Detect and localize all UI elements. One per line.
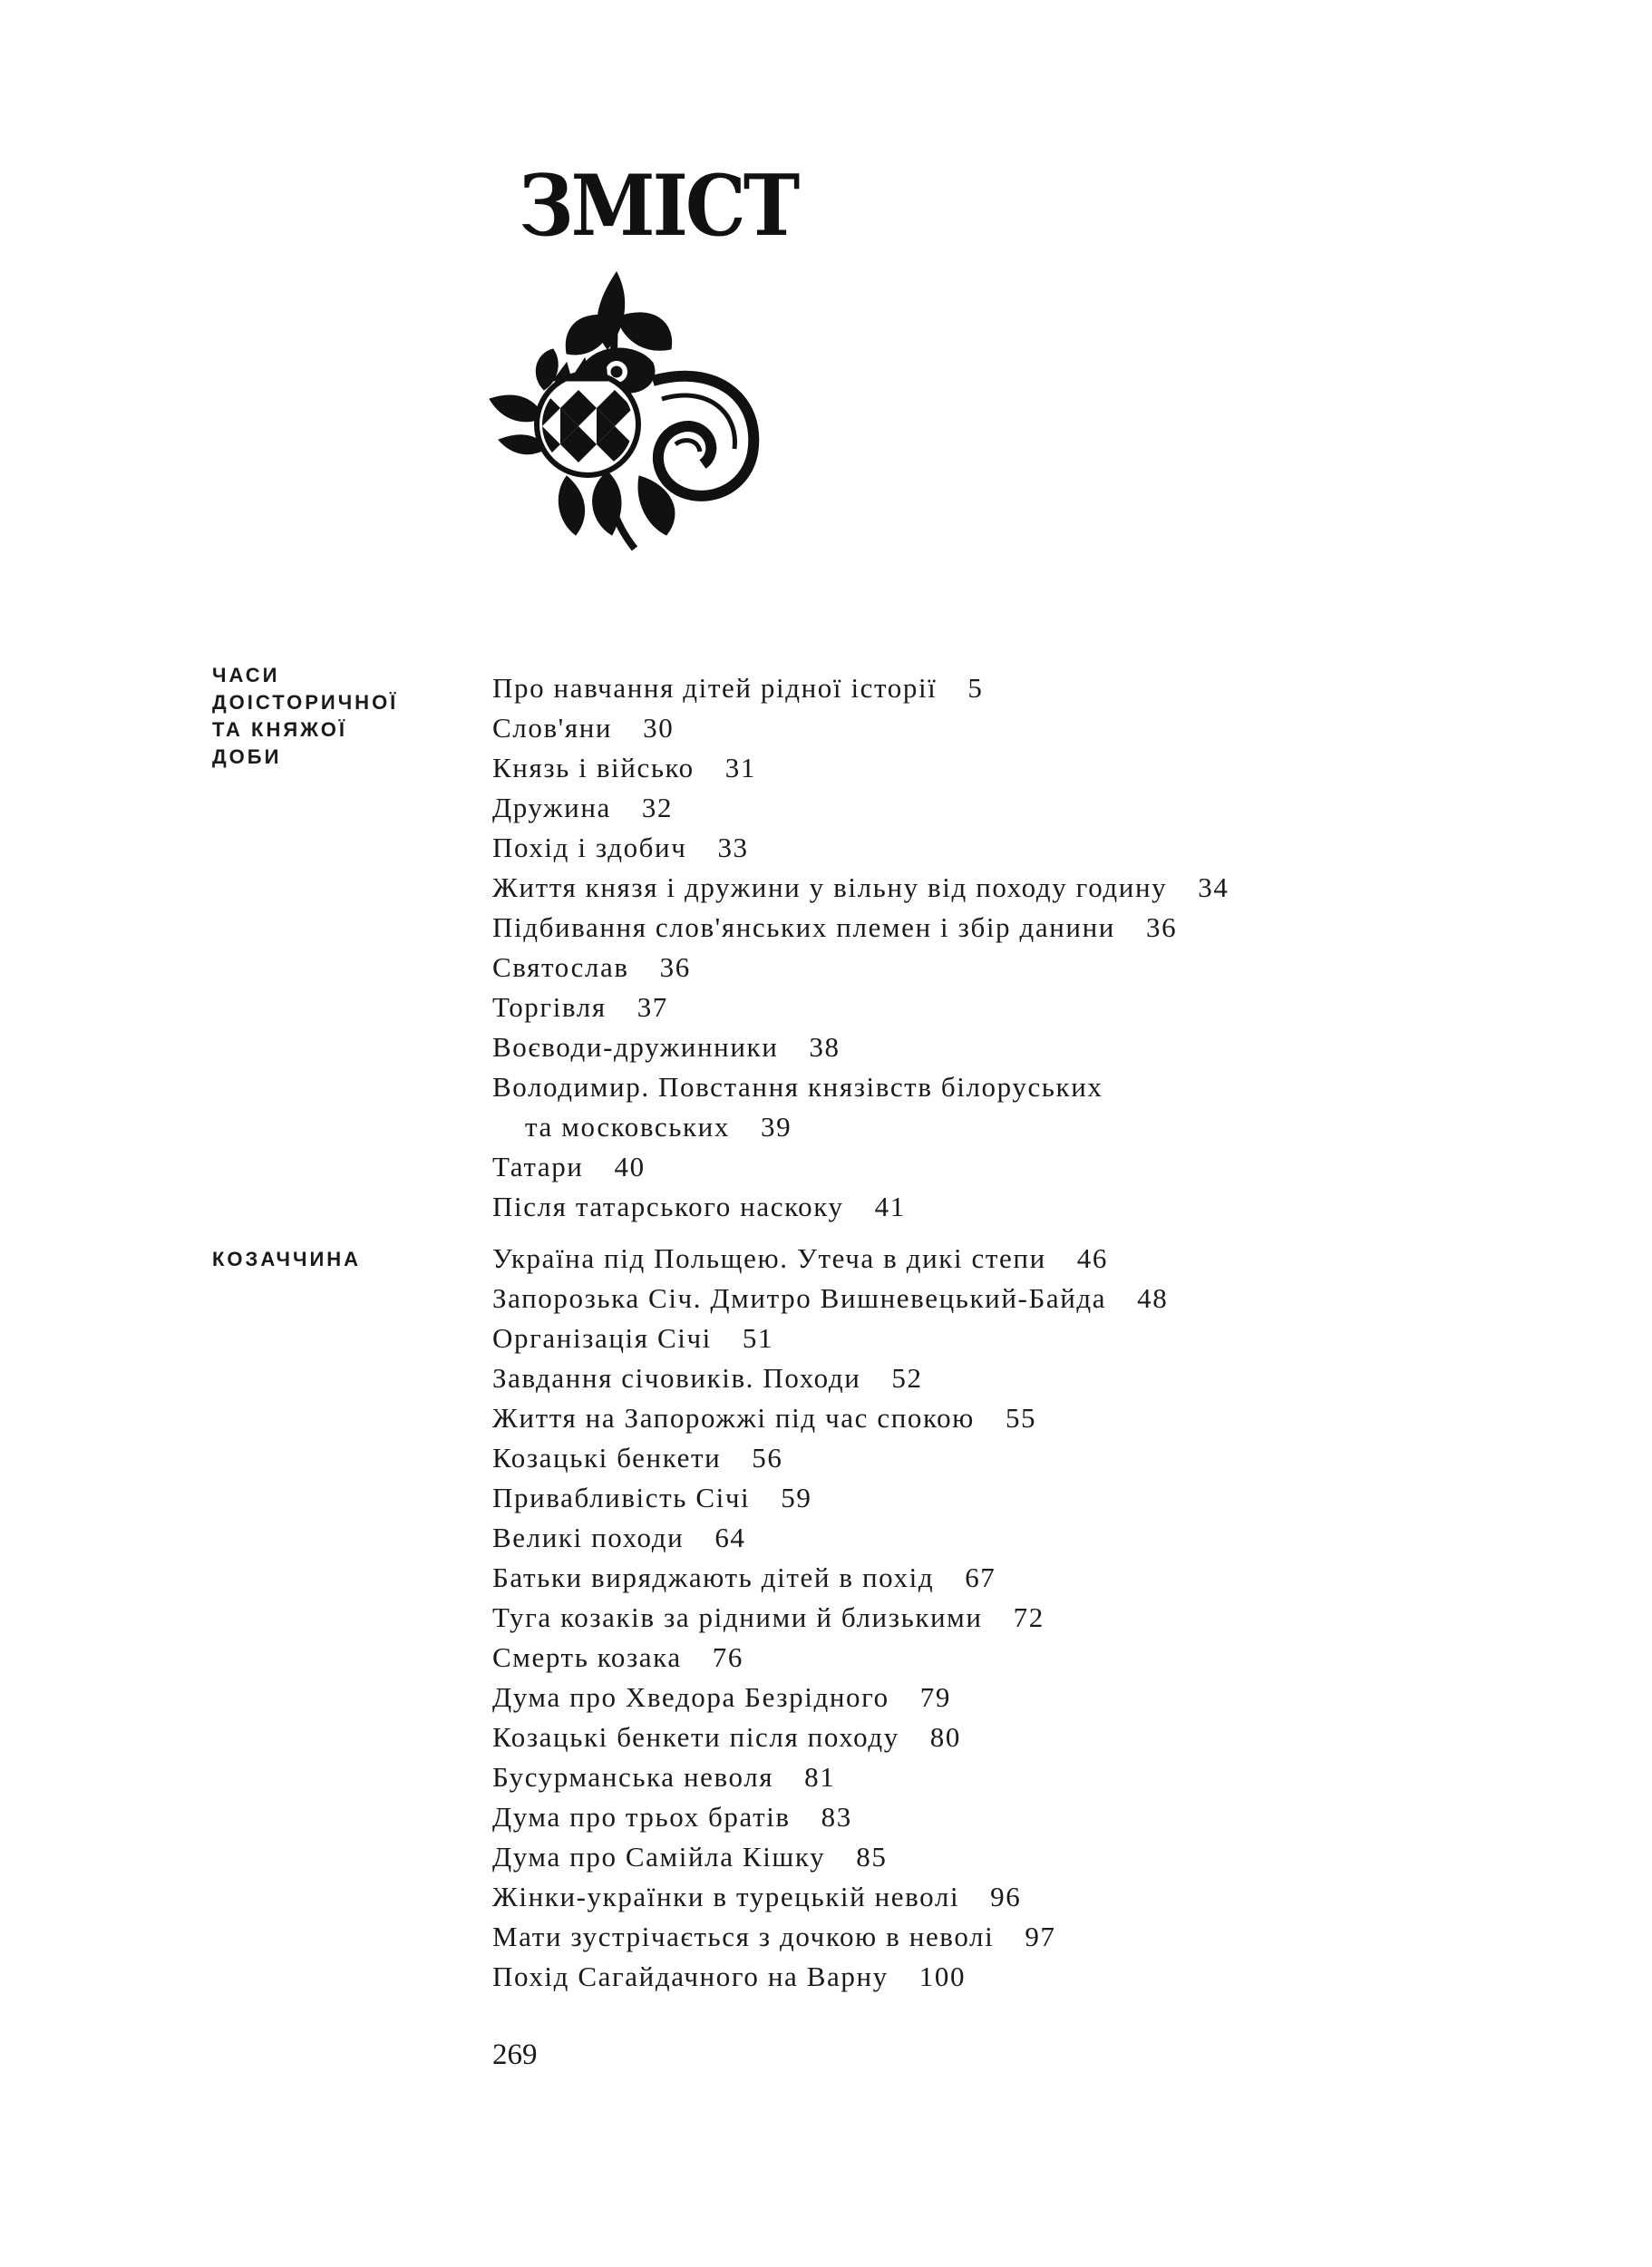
toc-entry xyxy=(492,1438,1168,1478)
toc-entry-title: Воєводи-дружинники xyxy=(492,1031,779,1063)
section-heading xyxy=(212,662,448,771)
toc-list xyxy=(492,1239,1168,1997)
toc-entry-page: 100 xyxy=(918,1961,967,1992)
toc-entry xyxy=(492,1187,1229,1227)
section-heading-line: ДОБИ xyxy=(212,745,282,768)
toc-entry-page: 52 xyxy=(891,1362,923,1394)
toc-entry-title: Татари xyxy=(492,1151,584,1182)
toc-entry xyxy=(492,1678,1168,1717)
toc-entry-title: Туга козаків за рідними й близькими xyxy=(492,1601,983,1633)
toc-entry-page: 36 xyxy=(659,951,691,983)
toc-entry-title: Смерть козака xyxy=(492,1641,682,1673)
toc-entry-title: та московських xyxy=(525,1111,730,1143)
toc-entry-title: Князь і військо xyxy=(492,752,695,783)
toc-entry-page: 40 xyxy=(614,1151,646,1182)
toc-entry-title: Дума про трьох братів xyxy=(492,1801,791,1833)
toc-entry-title: Дума про Самійла Кішку xyxy=(492,1841,826,1873)
toc-entry-title: Дружина xyxy=(492,792,611,823)
toc-entry-title: Підбивання слов'янських племен і збір данини xyxy=(492,911,1115,943)
toc-entry-page: 64 xyxy=(714,1522,746,1553)
toc-entry-page: 41 xyxy=(874,1191,906,1222)
section-heading xyxy=(212,1246,448,1273)
toc-entry-page: 5 xyxy=(967,672,984,704)
toc-entry-page: 85 xyxy=(856,1841,888,1873)
toc-entry-page: 96 xyxy=(990,1881,1022,1912)
toc-entry xyxy=(492,1638,1168,1678)
section-heading-line: КОЗАЧЧИНА xyxy=(212,1248,362,1270)
page-number: 269 xyxy=(492,2038,538,2071)
toc-entry-continuation xyxy=(492,1107,1229,1147)
toc-entry-page: 55 xyxy=(1005,1402,1037,1434)
toc-entry-page: 72 xyxy=(1013,1601,1045,1633)
toc-entry-page: 76 xyxy=(712,1641,743,1673)
toc-entry-title: Життя на Запорожжі під час спокою xyxy=(492,1402,975,1434)
toc-entry-page: 32 xyxy=(641,792,674,823)
toc-entry xyxy=(492,1358,1168,1398)
toc-entry-title: Життя князя і дружини у вільну від походу годину xyxy=(492,871,1168,903)
toc-entry xyxy=(492,788,1229,828)
toc-entry-title: Після татарського наскоку xyxy=(492,1191,844,1222)
toc-entry-title: Дума про Хведора Безрідного xyxy=(492,1681,889,1713)
toc-entry-page: 67 xyxy=(965,1562,996,1593)
page-title: ЗМІСТ xyxy=(519,156,798,255)
toc-entry xyxy=(492,1239,1168,1279)
toc-list xyxy=(492,668,1229,1227)
toc-entry xyxy=(492,1797,1168,1837)
toc-entry-title: Про навчання дітей рідної історії xyxy=(492,672,938,704)
toc-entry xyxy=(492,988,1229,1027)
toc-entry xyxy=(492,708,1229,748)
toc-entry xyxy=(492,908,1229,948)
toc-entry-page: 97 xyxy=(1025,1921,1056,1952)
toc-entry xyxy=(492,748,1229,788)
toc-entry xyxy=(492,1518,1168,1558)
toc-entry-page: 33 xyxy=(717,832,749,863)
toc-entry-title: Володимир. Повстання князівств білоруських xyxy=(492,1071,1103,1103)
toc-entry-page: 79 xyxy=(919,1681,951,1713)
toc-entry xyxy=(492,1598,1168,1638)
toc-entry xyxy=(492,1957,1168,1997)
toc-entry-title: Організація Січі xyxy=(492,1322,712,1354)
toc-entry-page: 83 xyxy=(821,1801,852,1833)
toc-entry-title: Завдання січовиків. Походи xyxy=(492,1362,861,1394)
toc-entry-title: Торгівля xyxy=(492,991,607,1023)
toc-entry-title: Привабливість Січі xyxy=(492,1482,751,1513)
toc-entry-title: Бусурманська неволя xyxy=(492,1761,774,1793)
toc-entry-title: Козацькі бенкети xyxy=(492,1442,722,1474)
toc-entry-page: 46 xyxy=(1076,1242,1108,1274)
toc-entry-page: 34 xyxy=(1198,871,1229,903)
toc-entry-page: 31 xyxy=(724,752,756,783)
section-heading-line: ТА КНЯЖОЇ xyxy=(212,718,347,741)
toc-entry-title: Святослав xyxy=(492,951,629,983)
toc-entry-title: Похід Сагайдачного на Варну xyxy=(492,1961,889,1992)
toc-entry-page: 38 xyxy=(809,1031,841,1063)
toc-entry-title: Похід і здобич xyxy=(492,832,687,863)
toc-entry xyxy=(492,668,1229,708)
toc-entry-title: Козацькі бенкети після походу xyxy=(492,1721,899,1753)
toc-entry xyxy=(492,1398,1168,1438)
toc-entry xyxy=(492,1877,1168,1917)
toc-entry xyxy=(492,828,1229,868)
toc-entry xyxy=(492,1917,1168,1957)
toc-entry xyxy=(492,1318,1168,1358)
toc-entry-title: Україна під Польщею. Утеча в дикі степи xyxy=(492,1242,1046,1274)
toc-entry-page: 81 xyxy=(804,1761,836,1793)
toc-entry-title: Батьки виряджають дітей в похід xyxy=(492,1562,935,1593)
toc-entry-page: 37 xyxy=(637,991,668,1023)
toc-entry xyxy=(492,1279,1168,1318)
toc-entry xyxy=(492,1147,1229,1187)
toc-entry-title: Слов'яни xyxy=(492,712,613,744)
toc-entry-page: 56 xyxy=(752,1442,783,1474)
toc-entry-title: Запорозька Січ. Дмитро Вишневецький-Байда xyxy=(492,1282,1107,1314)
toc-entry-page: 59 xyxy=(781,1482,812,1513)
toc-entry-page: 30 xyxy=(643,712,675,744)
toc-entry xyxy=(492,1717,1168,1757)
toc-entry-title: Великі походи xyxy=(492,1522,685,1553)
toc-entry xyxy=(492,1837,1168,1877)
toc-entry xyxy=(492,1558,1168,1598)
toc-entry xyxy=(492,948,1229,988)
toc-entry-page: 51 xyxy=(742,1322,774,1354)
section-heading-line: ДОІСТОРИЧНОЇ xyxy=(212,691,399,714)
section-heading-line: ЧАСИ xyxy=(212,664,280,686)
toc-entry xyxy=(492,1027,1229,1067)
toc-entry xyxy=(492,1757,1168,1797)
toc-entry-page: 80 xyxy=(929,1721,961,1753)
toc-entry xyxy=(492,868,1229,908)
toc-entry-title: Жінки-українки в турецькій неволі xyxy=(492,1881,960,1912)
toc-entry xyxy=(492,1067,1229,1107)
floral-pomegranate-ornament-icon xyxy=(481,263,771,553)
toc-entry xyxy=(492,1478,1168,1518)
toc-entry-page: 48 xyxy=(1137,1282,1169,1314)
toc-entry-page: 36 xyxy=(1145,911,1178,943)
toc-entry-title: Мати зустрічається з дочкою в неволі xyxy=(492,1921,995,1952)
toc-entry-page: 39 xyxy=(760,1111,792,1143)
